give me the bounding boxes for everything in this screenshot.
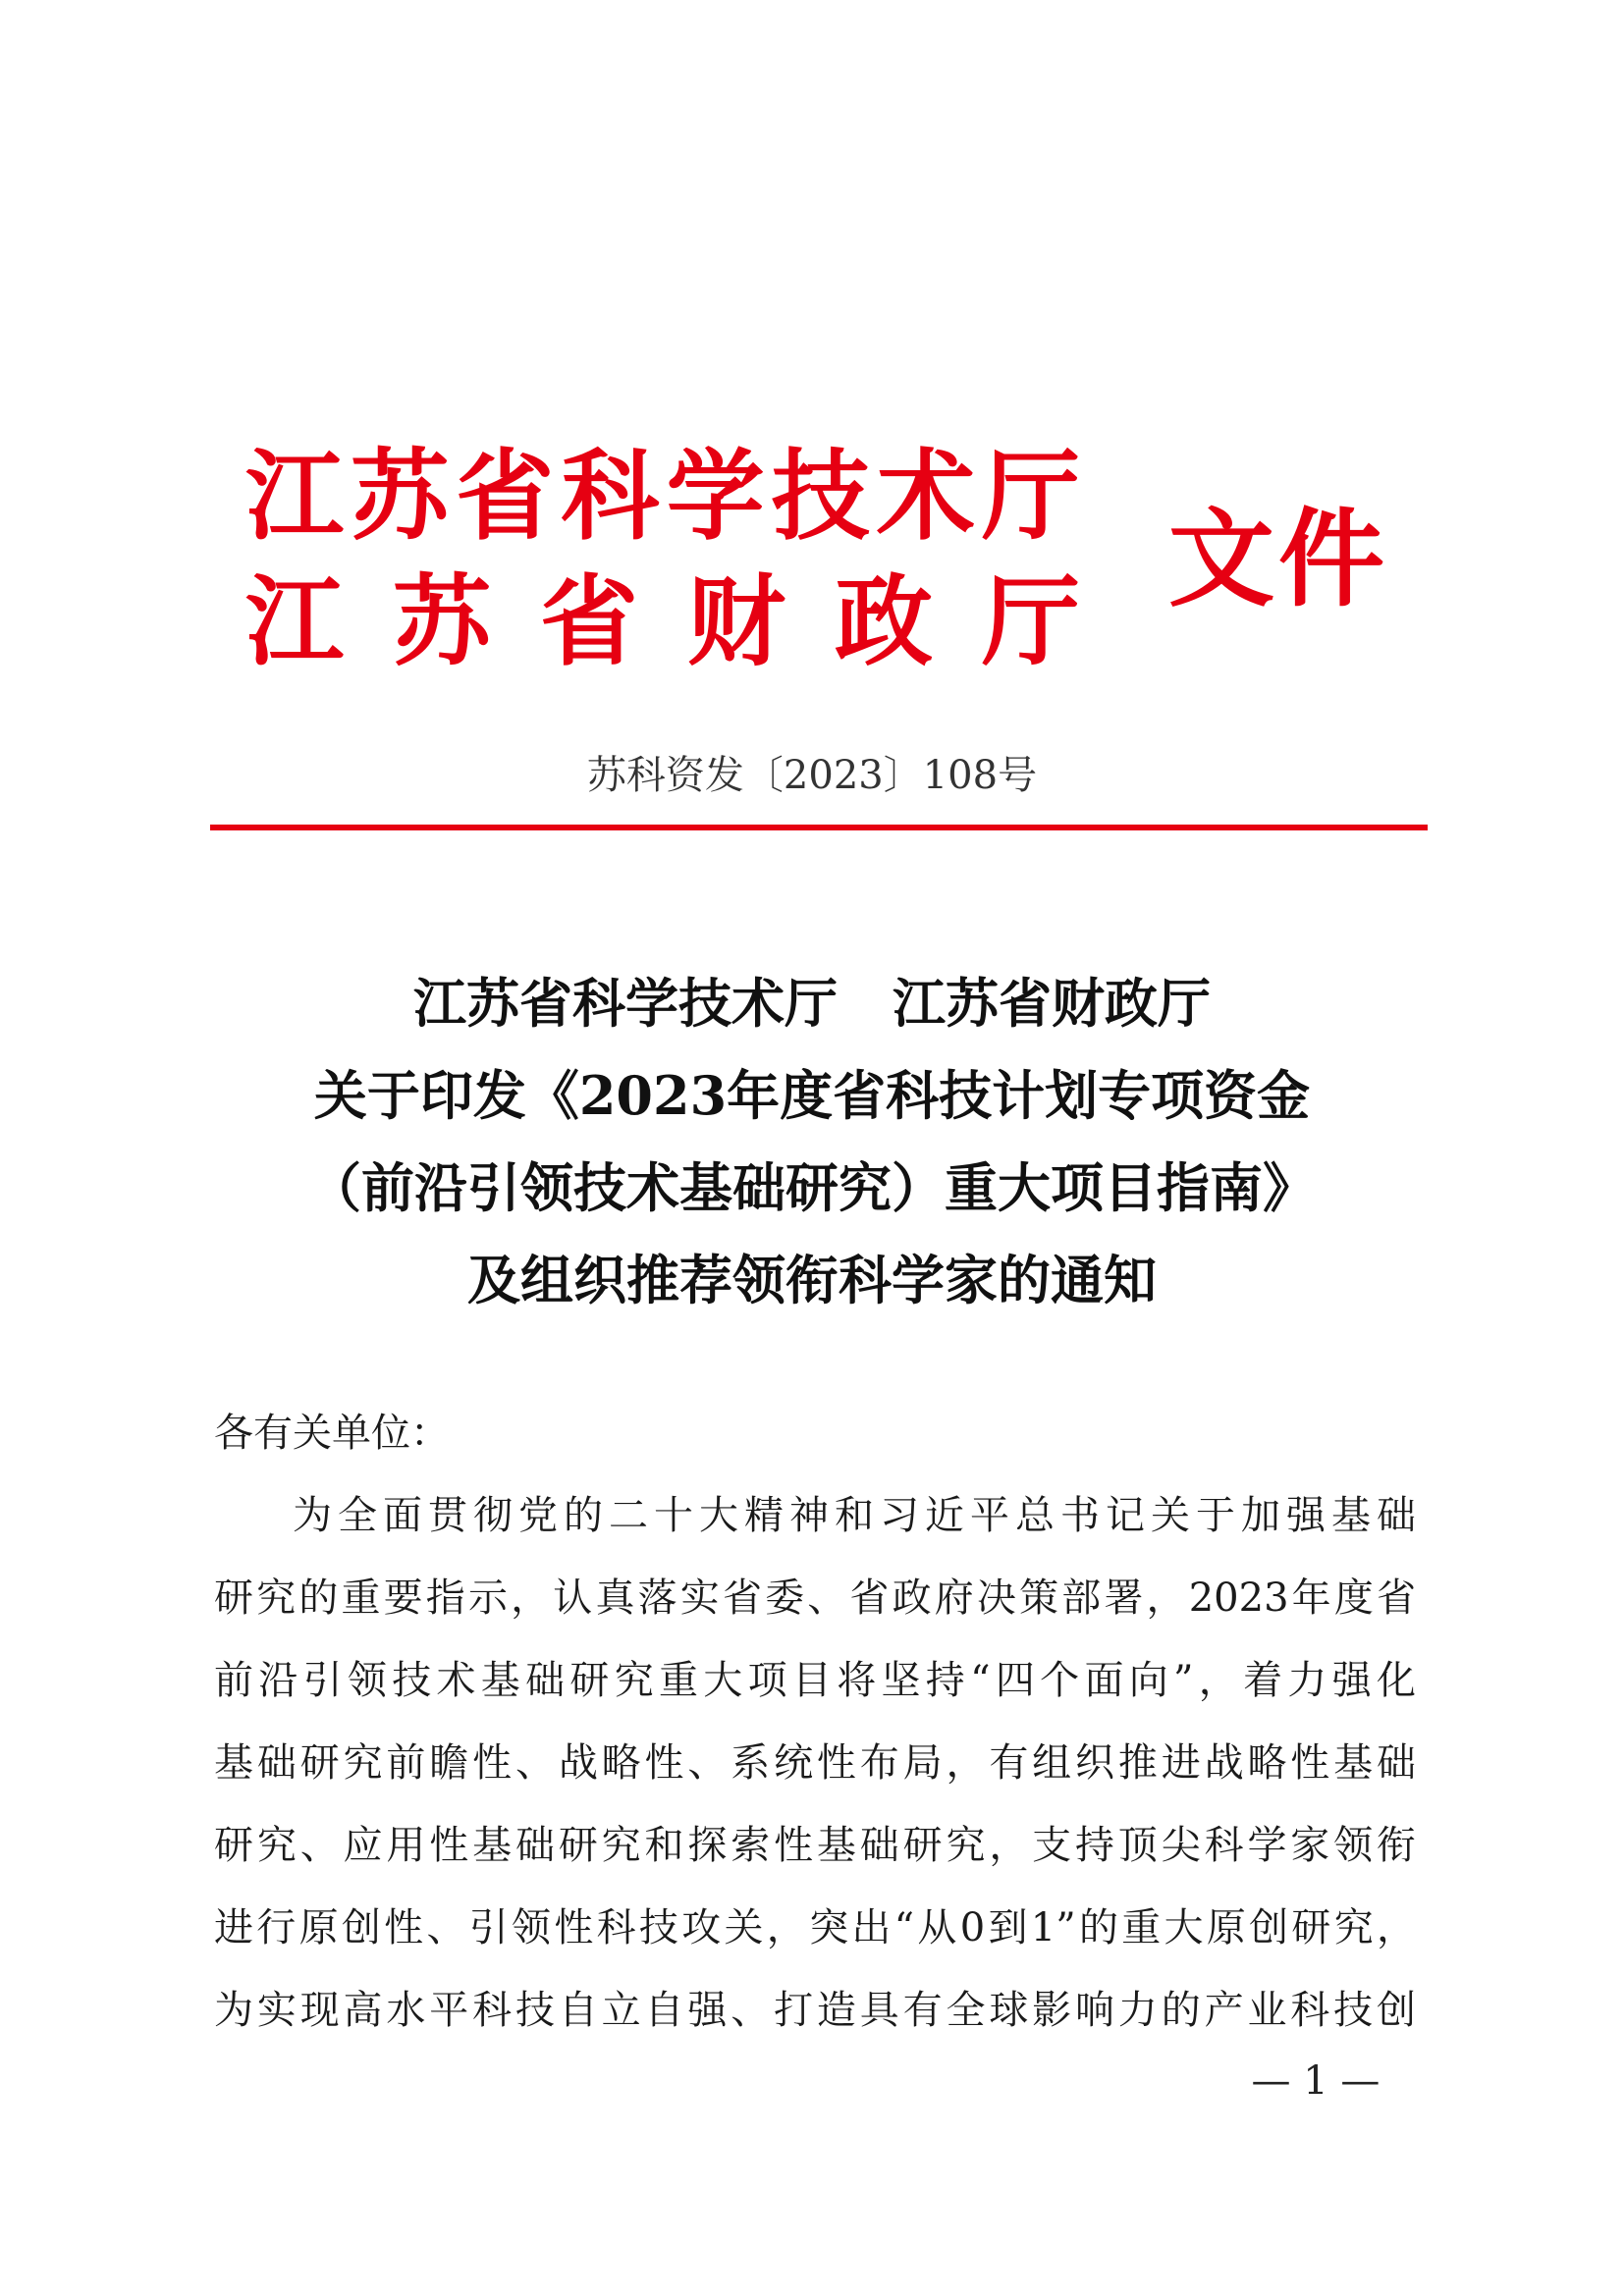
title-issuer-a: 江苏省科学技术厅: [413, 972, 838, 1035]
masthead-char: 政: [835, 564, 933, 679]
paragraph-line: 为全面贯彻党的二十大精神和习近平总书记关于加强基础: [293, 1493, 1416, 1538]
paragraph-line: 研究、应用性基础研究和探索性基础研究，支持顶尖科学家领衔: [214, 1823, 1416, 1868]
paragraph-line: 前沿引领技术基础研究重大项目将坚持“四个面向”，着力强化: [214, 1658, 1416, 1703]
title-issuers: [0, 966, 1624, 1041]
salutation: 各有关单位：: [214, 1411, 450, 1456]
masthead-char: 苏: [351, 439, 450, 554]
masthead-char: 江: [245, 439, 344, 554]
masthead-char: 科: [561, 439, 660, 554]
masthead-char: 术: [876, 439, 975, 554]
paragraph-line: 基础研究前瞻性、战略性、系统性布局，有组织推进战略性基础: [214, 1740, 1416, 1786]
paragraph-line: 研究的重要指示，认真落实省委、省政府决策部署，2023年度省: [214, 1575, 1416, 1621]
masthead-char: 省: [456, 439, 555, 554]
masthead-char: 省: [540, 564, 638, 679]
masthead-char: 学: [666, 439, 765, 554]
issuer-finance-department: [245, 563, 1080, 681]
title-line-4: 及组织推荐领衔科学家的通知: [467, 1249, 1157, 1311]
title-line-2: 关于印发《2023年度省科技计划专项资金: [313, 1064, 1311, 1127]
masthead-char: 技: [771, 439, 870, 554]
masthead-char: 苏: [393, 564, 491, 679]
issuer-science-department: [245, 438, 1080, 556]
title-line-3: （前沿引领技术基础研究）重大项目指南》: [308, 1156, 1316, 1219]
title-issuer-b: 江苏省财政厅: [893, 972, 1211, 1035]
paragraph-line: 进行原创性、引领性科技攻关，突出“从0到1”的重大原创研究，: [214, 1905, 1416, 1950]
masthead-char: 江: [245, 564, 344, 679]
masthead-char: 厅: [981, 439, 1080, 554]
masthead-char: 件: [1277, 499, 1384, 621]
masthead-char: 文: [1168, 499, 1275, 621]
paragraph-line: 为实现高水平科技自立自强、打造具有全球影响力的产业科技创: [214, 1988, 1416, 2033]
masthead-char: 厅: [982, 564, 1080, 679]
red-divider: [210, 825, 1428, 830]
page-number: — 1 —: [1251, 2058, 1380, 2104]
document-number: 苏科资发〔2023〕108号: [586, 753, 1038, 798]
document-word: [1168, 487, 1384, 634]
masthead-char: 财: [687, 564, 785, 679]
